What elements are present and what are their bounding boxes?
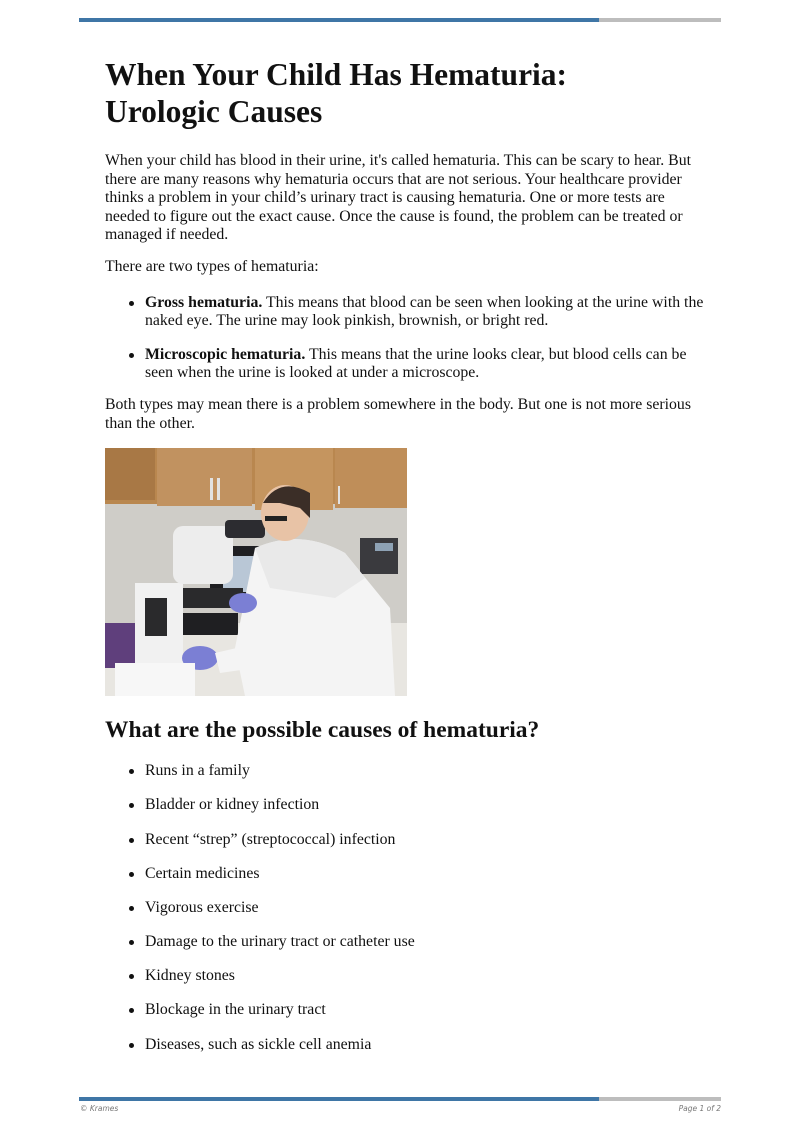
title-line-1: When Your Child Has Hematuria:	[105, 57, 568, 92]
list-item: Diseases, such as sickle cell anemia	[145, 1036, 705, 1055]
top-progress-fill	[79, 18, 599, 22]
article	[105, 56, 705, 1070]
list-item: Damage to the urinary tract or catheter use	[145, 933, 705, 952]
top-progress-bar	[79, 18, 721, 22]
type-term: Gross hematuria.	[145, 293, 263, 311]
intro-paragraph: When your child has blood in their urine, it's called hematuria. This can be scary to hear. But there are many reasons why hematuria occurs that are not serious. Your healthcare provider thinks a problem in your child’s urinary tract is causing hematuria. One or more tests are needed to figure out the exact cause. Once the cause is found, the problem can be treated or managed if needed.	[105, 152, 691, 244]
photo-illustration	[105, 448, 407, 696]
lab-technician-photo	[105, 448, 407, 696]
list-item: Recent “strep” (streptococcal) infection	[145, 831, 705, 850]
page-title	[105, 56, 705, 130]
causes-list	[105, 762, 705, 1054]
type-text: This means that blood can be seen when looking at the urine with the naked eye. The urine may look pinkish, brownish, or bright red.	[145, 293, 704, 330]
causes-heading: What are the possible causes of hematuria?	[105, 717, 540, 744]
list-item: Bladder or kidney infection	[145, 796, 705, 815]
type-text: This means that the urine looks clear, but blood cells can be seen when the urine is looked at under a microscope.	[145, 345, 687, 382]
types-lead: There are two types of hematuria:	[105, 257, 319, 275]
title-line-2: Urologic Causes	[105, 94, 323, 129]
types-note: Both types may mean there is a problem somewhere in the body. But one is not more serious than the other.	[105, 395, 691, 432]
list-item: Kidney stones	[145, 967, 705, 986]
list-item	[145, 294, 705, 331]
list-item: Vigorous exercise	[145, 899, 705, 918]
page-number: Page 1 of 2	[678, 1104, 721, 1113]
bottom-progress-bar	[79, 1097, 721, 1101]
list-item: Certain medicines	[145, 865, 705, 884]
bottom-progress-fill	[79, 1097, 599, 1101]
list-item	[145, 346, 705, 383]
list-item: Runs in a family	[145, 762, 705, 781]
types-list	[105, 294, 705, 383]
list-item: Blockage in the urinary tract	[145, 1001, 705, 1020]
copyright: © Krames	[80, 1104, 119, 1113]
type-term: Microscopic hematuria.	[145, 345, 306, 363]
